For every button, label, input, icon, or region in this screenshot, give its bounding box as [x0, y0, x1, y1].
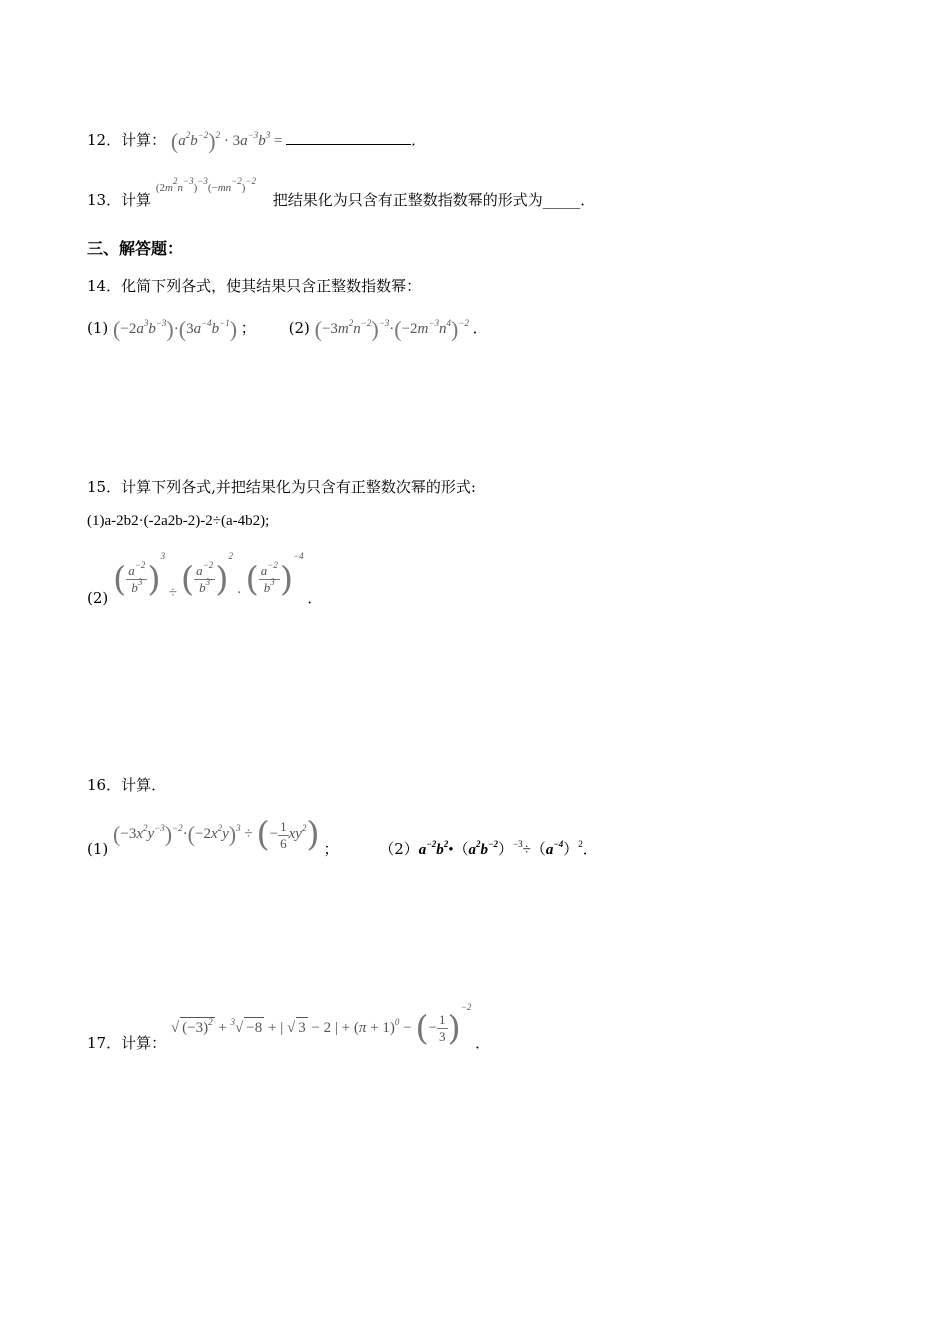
q16-parts: [87, 812, 598, 862]
question-13: [87, 176, 596, 212]
q12-expression: $(a^2b^{-2})^2 \cdot 3a^{-3}b^3$ =: [170, 128, 283, 154]
q13-end: ．: [580, 191, 596, 209]
q14-part2-label: (2): [288, 319, 310, 337]
q14-part2-expression: $(-3m^2n^{-2})^{-3}\cdot(-2m^{-3}n^4)^{-2}$: [314, 316, 469, 342]
q15-end: ．: [307, 589, 323, 607]
q16-part1-expression: $(-3x^2y^{-3})^{-2}\cdot(-2x^2y)^3$ ÷ (− $\frac{1}{6}$ $xy^2$): [113, 815, 320, 855]
q14-separator: ；: [240, 319, 256, 337]
q13-expression: (2m2n−3)−3(−mn−2)−2: [155, 176, 256, 194]
q15-part2: [87, 546, 323, 607]
q15-part2-expression: ( $\frac{a^{-2}}{b^3}$ )$^3$ ÷ ( $\frac{a^{-2}}{b^3}$ )$^2$ · ( $\frac{a^{-2}}{b^3}$ )$^{-4}$: [113, 551, 304, 601]
q15-op-dot: ·: [236, 585, 242, 601]
question-14-label: 14．化简下列各式，使其结果只含正整数指数幂：: [87, 277, 422, 295]
q13-text: 把结果化为只含有正整数指数幂的形式为: [272, 191, 543, 209]
q15-op-div: ÷: [168, 585, 178, 601]
q16-part2: $(2)a^{-2}b^2•(a^2b^{-2})^{-3}\div(a^{-4})^2$．: [379, 839, 598, 859]
q12-answer-blank[interactable]: [286, 144, 411, 145]
q16-part1-label: (1): [87, 840, 109, 859]
q15-part1: [87, 511, 269, 531]
q12-label: 12．计算：: [87, 131, 167, 149]
q14-part1-label: (1): [87, 319, 109, 337]
q17-end: ．: [475, 1034, 491, 1052]
q15-part2-label: (2): [87, 589, 109, 607]
q15-part1-text: (1)a-2b2·(-2a2b-2)-2÷(a-4b2);: [87, 513, 270, 529]
q14-end: ．: [472, 319, 488, 337]
section-3-heading: 三、解答题：: [87, 241, 184, 258]
q17-expression: √ $(-3)^2 + ^3√ -8$ + | √ 3 − 2 | + $(\pi + 1)^0$ − (− $\frac{1}{3}$ )$^{-2}$: [170, 1002, 472, 1049]
q16-part2-label: （2）: [379, 840, 419, 859]
q13-blank[interactable]: _____: [542, 191, 581, 209]
q12-end: ．: [411, 131, 427, 149]
question-16-label: 16．计算．: [87, 776, 167, 794]
q16-separator: ；: [323, 840, 339, 859]
q12-equals: =: [273, 133, 283, 149]
question-17: [87, 1002, 491, 1055]
q14-part1-expression: $(-2a^3b^{-3})\cdot(3a^{-4}b^{-1})$: [113, 316, 238, 342]
q13-label: 13．计算: [87, 191, 152, 209]
question-14-parts: [87, 318, 488, 341]
question-12: [87, 130, 426, 153]
q17-label: 17．计算：: [87, 1034, 167, 1052]
q16-end: ．: [582, 840, 598, 859]
q16-part2-expression: $a^{-2}b^2$: [418, 839, 449, 859]
question-15-label: 15．计算下列各式,并把结果化为只含有正整数次幂的形式:: [87, 478, 476, 496]
